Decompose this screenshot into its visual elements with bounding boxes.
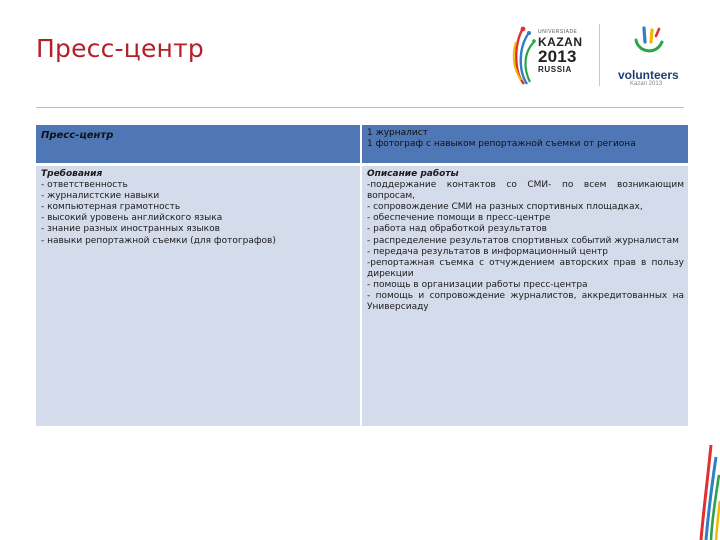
volunteers-logo: [608, 20, 693, 92]
universiade-mark-icon: [510, 24, 538, 88]
list-item: -репортажная съемка с отчуждением авторских прав в пользу дирекции: [367, 257, 684, 279]
requirements-list: [41, 180, 356, 247]
list-item: - знание разных иностранных языков: [41, 224, 220, 235]
logo-divider: [599, 24, 600, 86]
volunteers-subtitle: Kazan 2013: [630, 81, 663, 87]
corner-decoration-icon: [697, 435, 720, 540]
requirements-cell: [36, 166, 362, 426]
universiade-label: UNIVERSIADE: [538, 29, 578, 35]
list-item: - ответственность: [41, 180, 128, 191]
title-divider: [36, 107, 684, 108]
header-title: Пресс-центр: [41, 130, 114, 141]
page-title: Пресс-центр: [36, 34, 204, 63]
universiade-year: 2013: [538, 47, 577, 66]
table-header-right: [362, 125, 688, 163]
list-item: - обеспечение помощи в пресс-центре: [367, 213, 551, 224]
list-item: -поддержание контактов со СМИ- по всем возникающим вопросам,: [367, 180, 684, 202]
list-item: - работа над обработкой результатов: [367, 224, 547, 235]
volunteers-wordmark: volunteers: [618, 68, 679, 82]
description-cell: [362, 166, 688, 426]
press-center-table: [36, 125, 688, 423]
list-item: - компьютерная грамотность: [41, 202, 181, 213]
list-item: - журналистские навыки: [41, 191, 160, 202]
requirements-label: Требования: [41, 169, 103, 179]
universiade-country: RUSSIA: [538, 65, 572, 74]
list-item: - передача результатов в информационный центр: [367, 246, 608, 257]
list-item: - высокий уровень английского языка: [41, 213, 223, 224]
list-item: - сопровождение СМИ на разных спортивных площадках,: [367, 202, 643, 213]
volunteers-smile-icon: [632, 26, 666, 58]
list-item: - помощь и сопровождение журналистов, аккредитованных на Универсиаду: [367, 291, 684, 313]
table-header-left: [36, 125, 362, 163]
list-item: - распределение результатов спортивных событий журналистам: [367, 235, 679, 246]
list-item: - помощь в организации работы пресс-центра: [367, 279, 588, 290]
universiade-logo: [508, 22, 598, 90]
header-line: 1 фотограф с навыком репортажной съемки от региона: [367, 139, 636, 150]
header-line: 1 журналист: [367, 128, 428, 138]
header-logos: [508, 20, 693, 92]
description-list: [367, 180, 684, 313]
description-label: Описание работы: [367, 169, 459, 179]
universiade-city: KAZAN: [538, 35, 583, 49]
list-item: - навыки репортажной съемки (для фотографов): [41, 235, 276, 246]
